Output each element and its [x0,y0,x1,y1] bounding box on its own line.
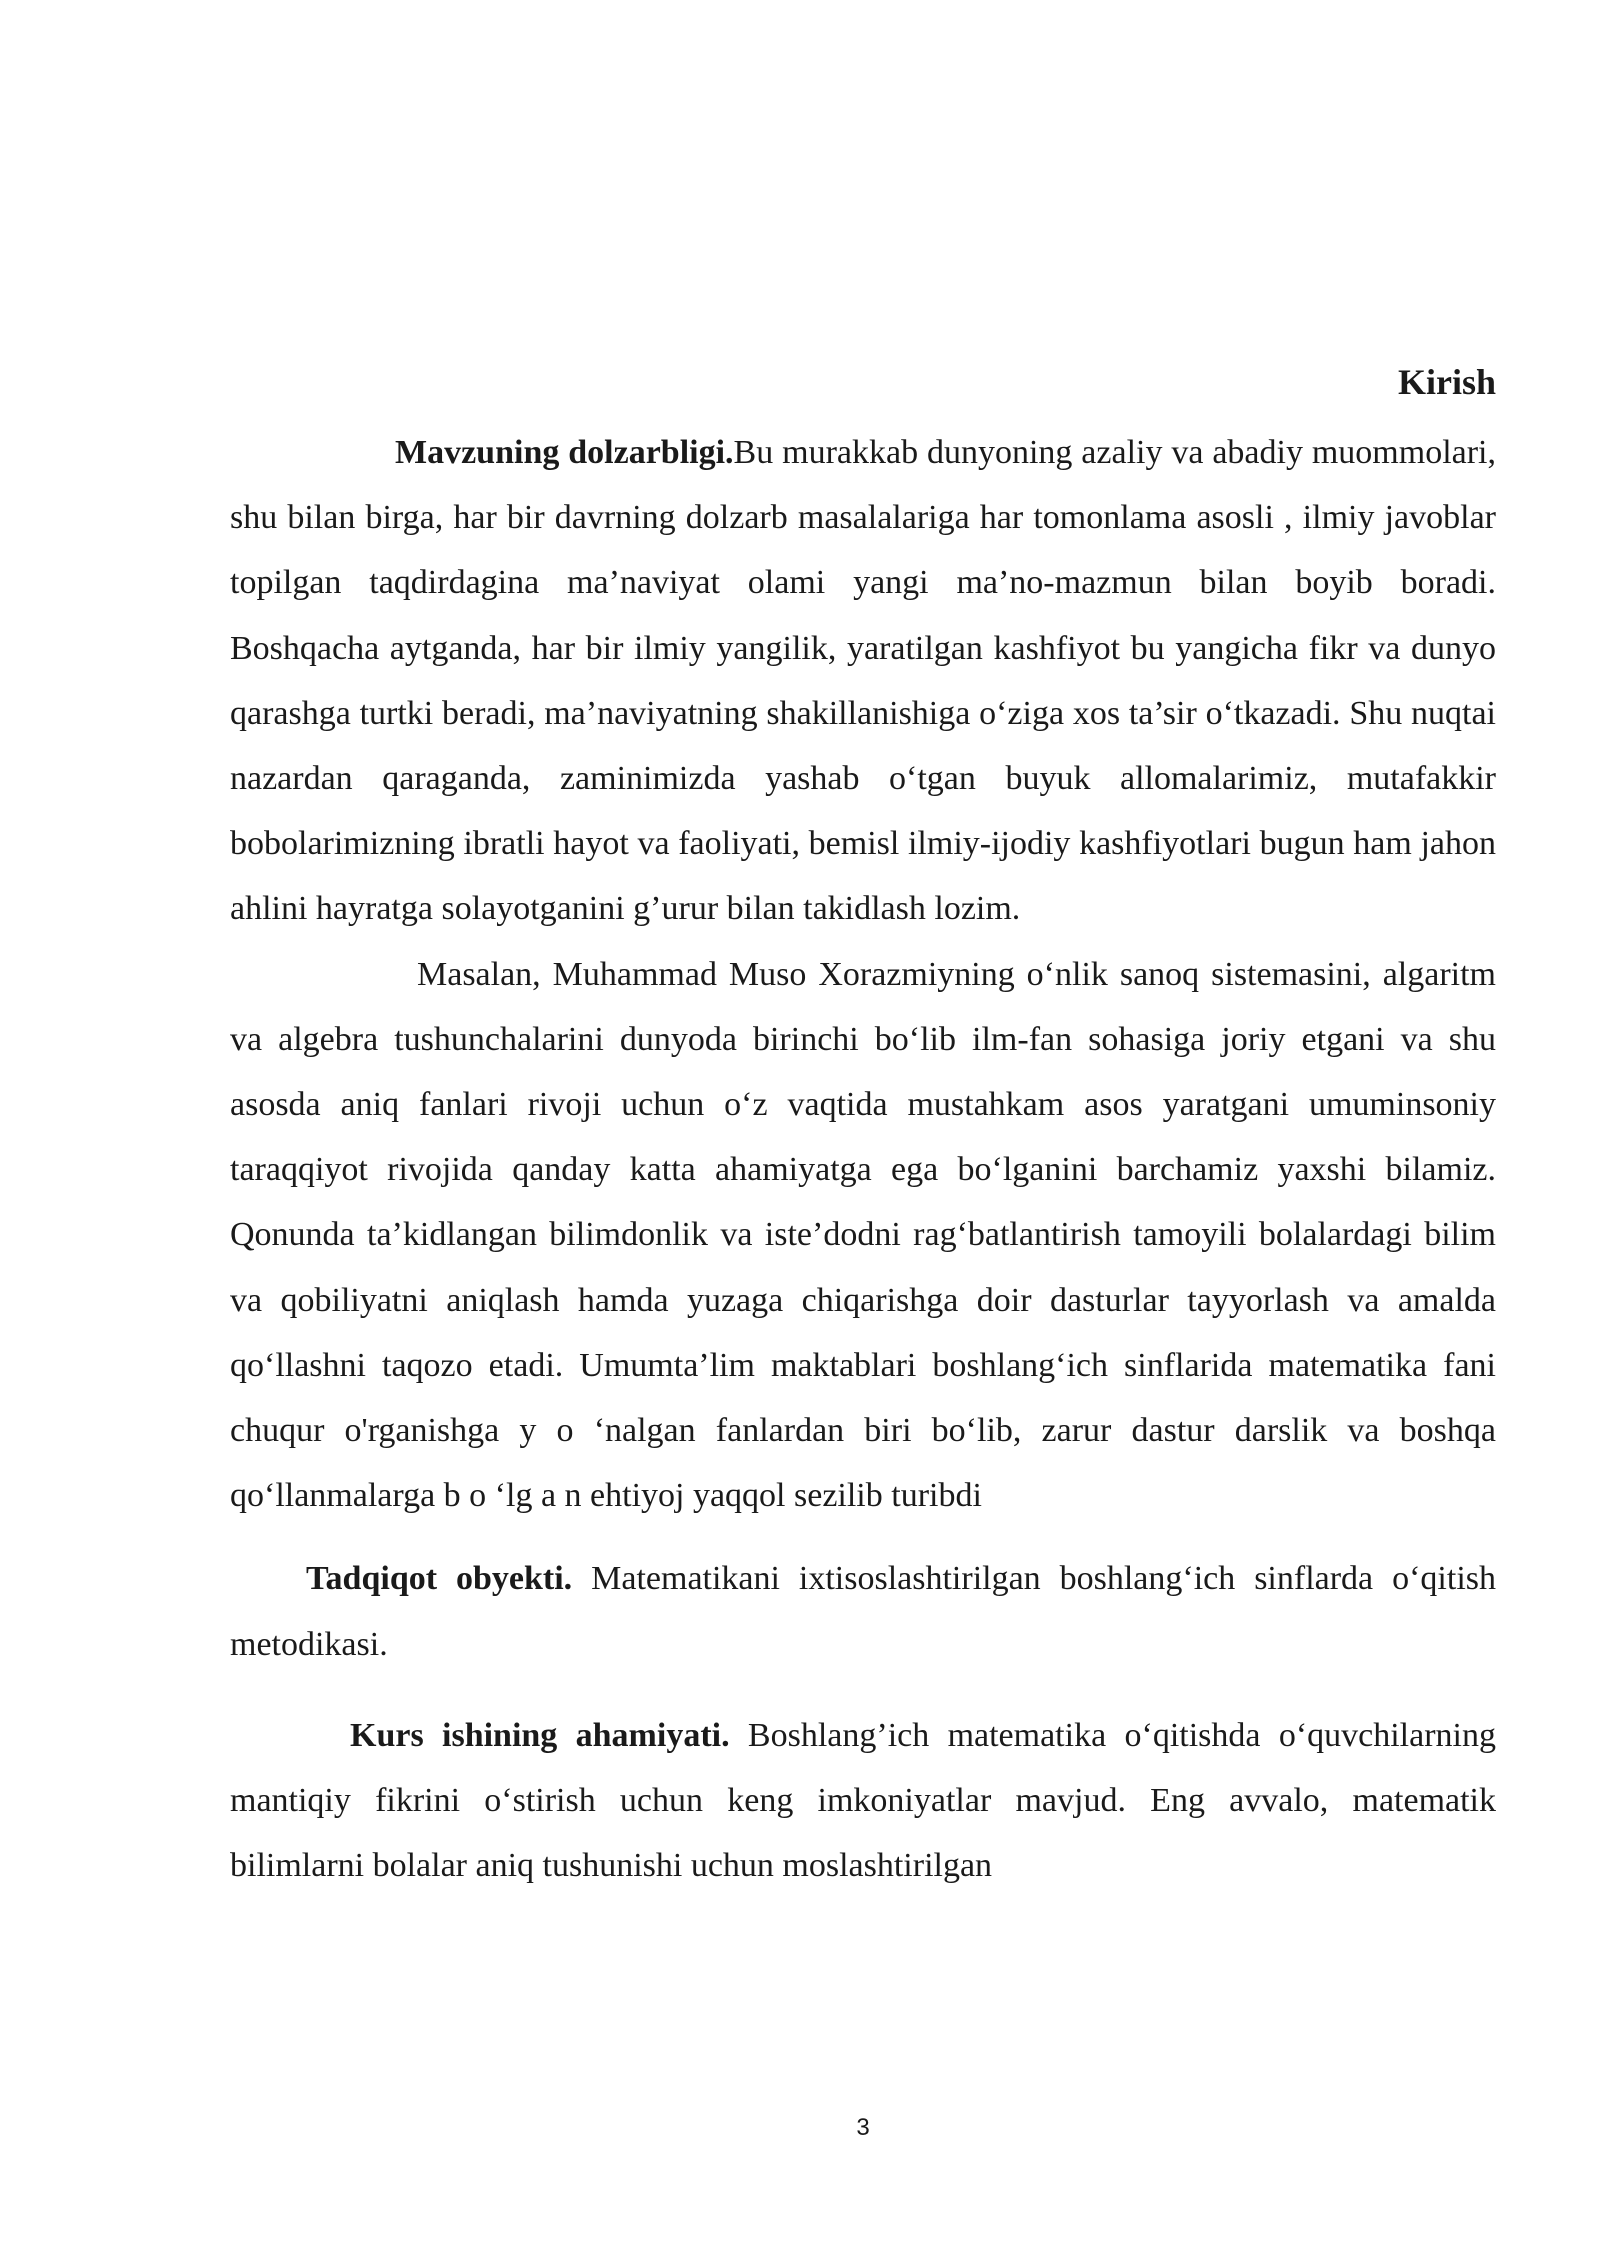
paragraph-body: Boshlang’ich matematika o‘qitishda o‘quvchilarning mantiqiy fikrini o‘stirish uchun keng imkoniyatlar mavjud. Eng avvalo, matematik bilimlarni bolalar aniq tushunishi uchun moslashtirilgan [230,1716,1496,1885]
section-heading: Kirish [1397,362,1496,402]
paragraph-example [230,942,1496,1529]
page-number: 3 [856,2114,870,2141]
paragraph-lead: Tadqiqot obyekti. [306,1560,573,1598]
paragraph-research-object [230,1546,1496,1676]
paragraph-body: Masalan, Muhammad Muso Xorazmiyning o‘nlik sanoq sistemasini, algaritm va algebra tushunchalarini dunyoda birinchi bo‘lib ilm-fan sohasiga joriy etgani va shu asosda aniq fanlari rivoji uchun o‘z vaqtida mustahkam asos yaratgani umuminsoniy taraqqiyot rivojida qanday katta ahamiyatga ega bo‘lganini barchamiz yaxshi bilamiz. Qonunda ta’kidlangan bilimdonlik va iste’dodni rag‘batlantirish tamoyili bolalardagi bilim va qobiliyatni aniqlash hamda yuzaga chiqarishga doir dasturlar tayyorlash va amalda qo‘llashni taqozo etadi. Umumta’lim maktablari boshlang‘ich sinflarida matematika fani chuqur o'rganishga y o ‘nalgan fanlardan biri bo‘lib, zarur dastur darslik va boshqa qo‘llanmalarga b o ‘lg a n ehtiyoj yaqqol sezilib turibdi [230,955,1496,1515]
body-text [230,420,1496,1898]
paragraph-lead: Kurs ishining ahamiyati. [350,1716,730,1754]
paragraph-significance [230,1703,1496,1899]
paragraph-body: Bu murakkab dunyoning azaliy va abadiy muommolari, shu bilan birga, har bir davrning dolzarb masalalariga har tomonlama asosli , ilmiy javoblar topilgan taqdirdagina ma’naviyat olami yangi ma’no-mazmun bilan boyib boradi. Boshqacha aytganda, har bir ilmiy yangilik, yaratilgan kashfiyot bu yangicha fikr va dunyo qarashga turtki beradi, ma’naviyatning shakillanishiga o‘ziga xos ta’sir o‘tkazadi. Shu nuqtai nazardan qaraganda, zaminimizda yashab o‘tgan buyuk allomalarimiz, mutafakkir bobolarimizning ibratli hayot va faoliyati, bemisl ilmiy-ijodiy kashfiyotlari bugun ham jahon ahlini hayratga solayotganini g’urur bilan takidlash lozim. [230,434,1497,928]
paragraph-relevance [230,420,1496,942]
paragraph-lead: Mavzuning dolzarbligi. [395,434,734,471]
paragraph-body: Matematikani ixtisoslashtirilgan boshlang‘ich sinflarda o‘qitish metodikasi. [230,1560,1496,1663]
